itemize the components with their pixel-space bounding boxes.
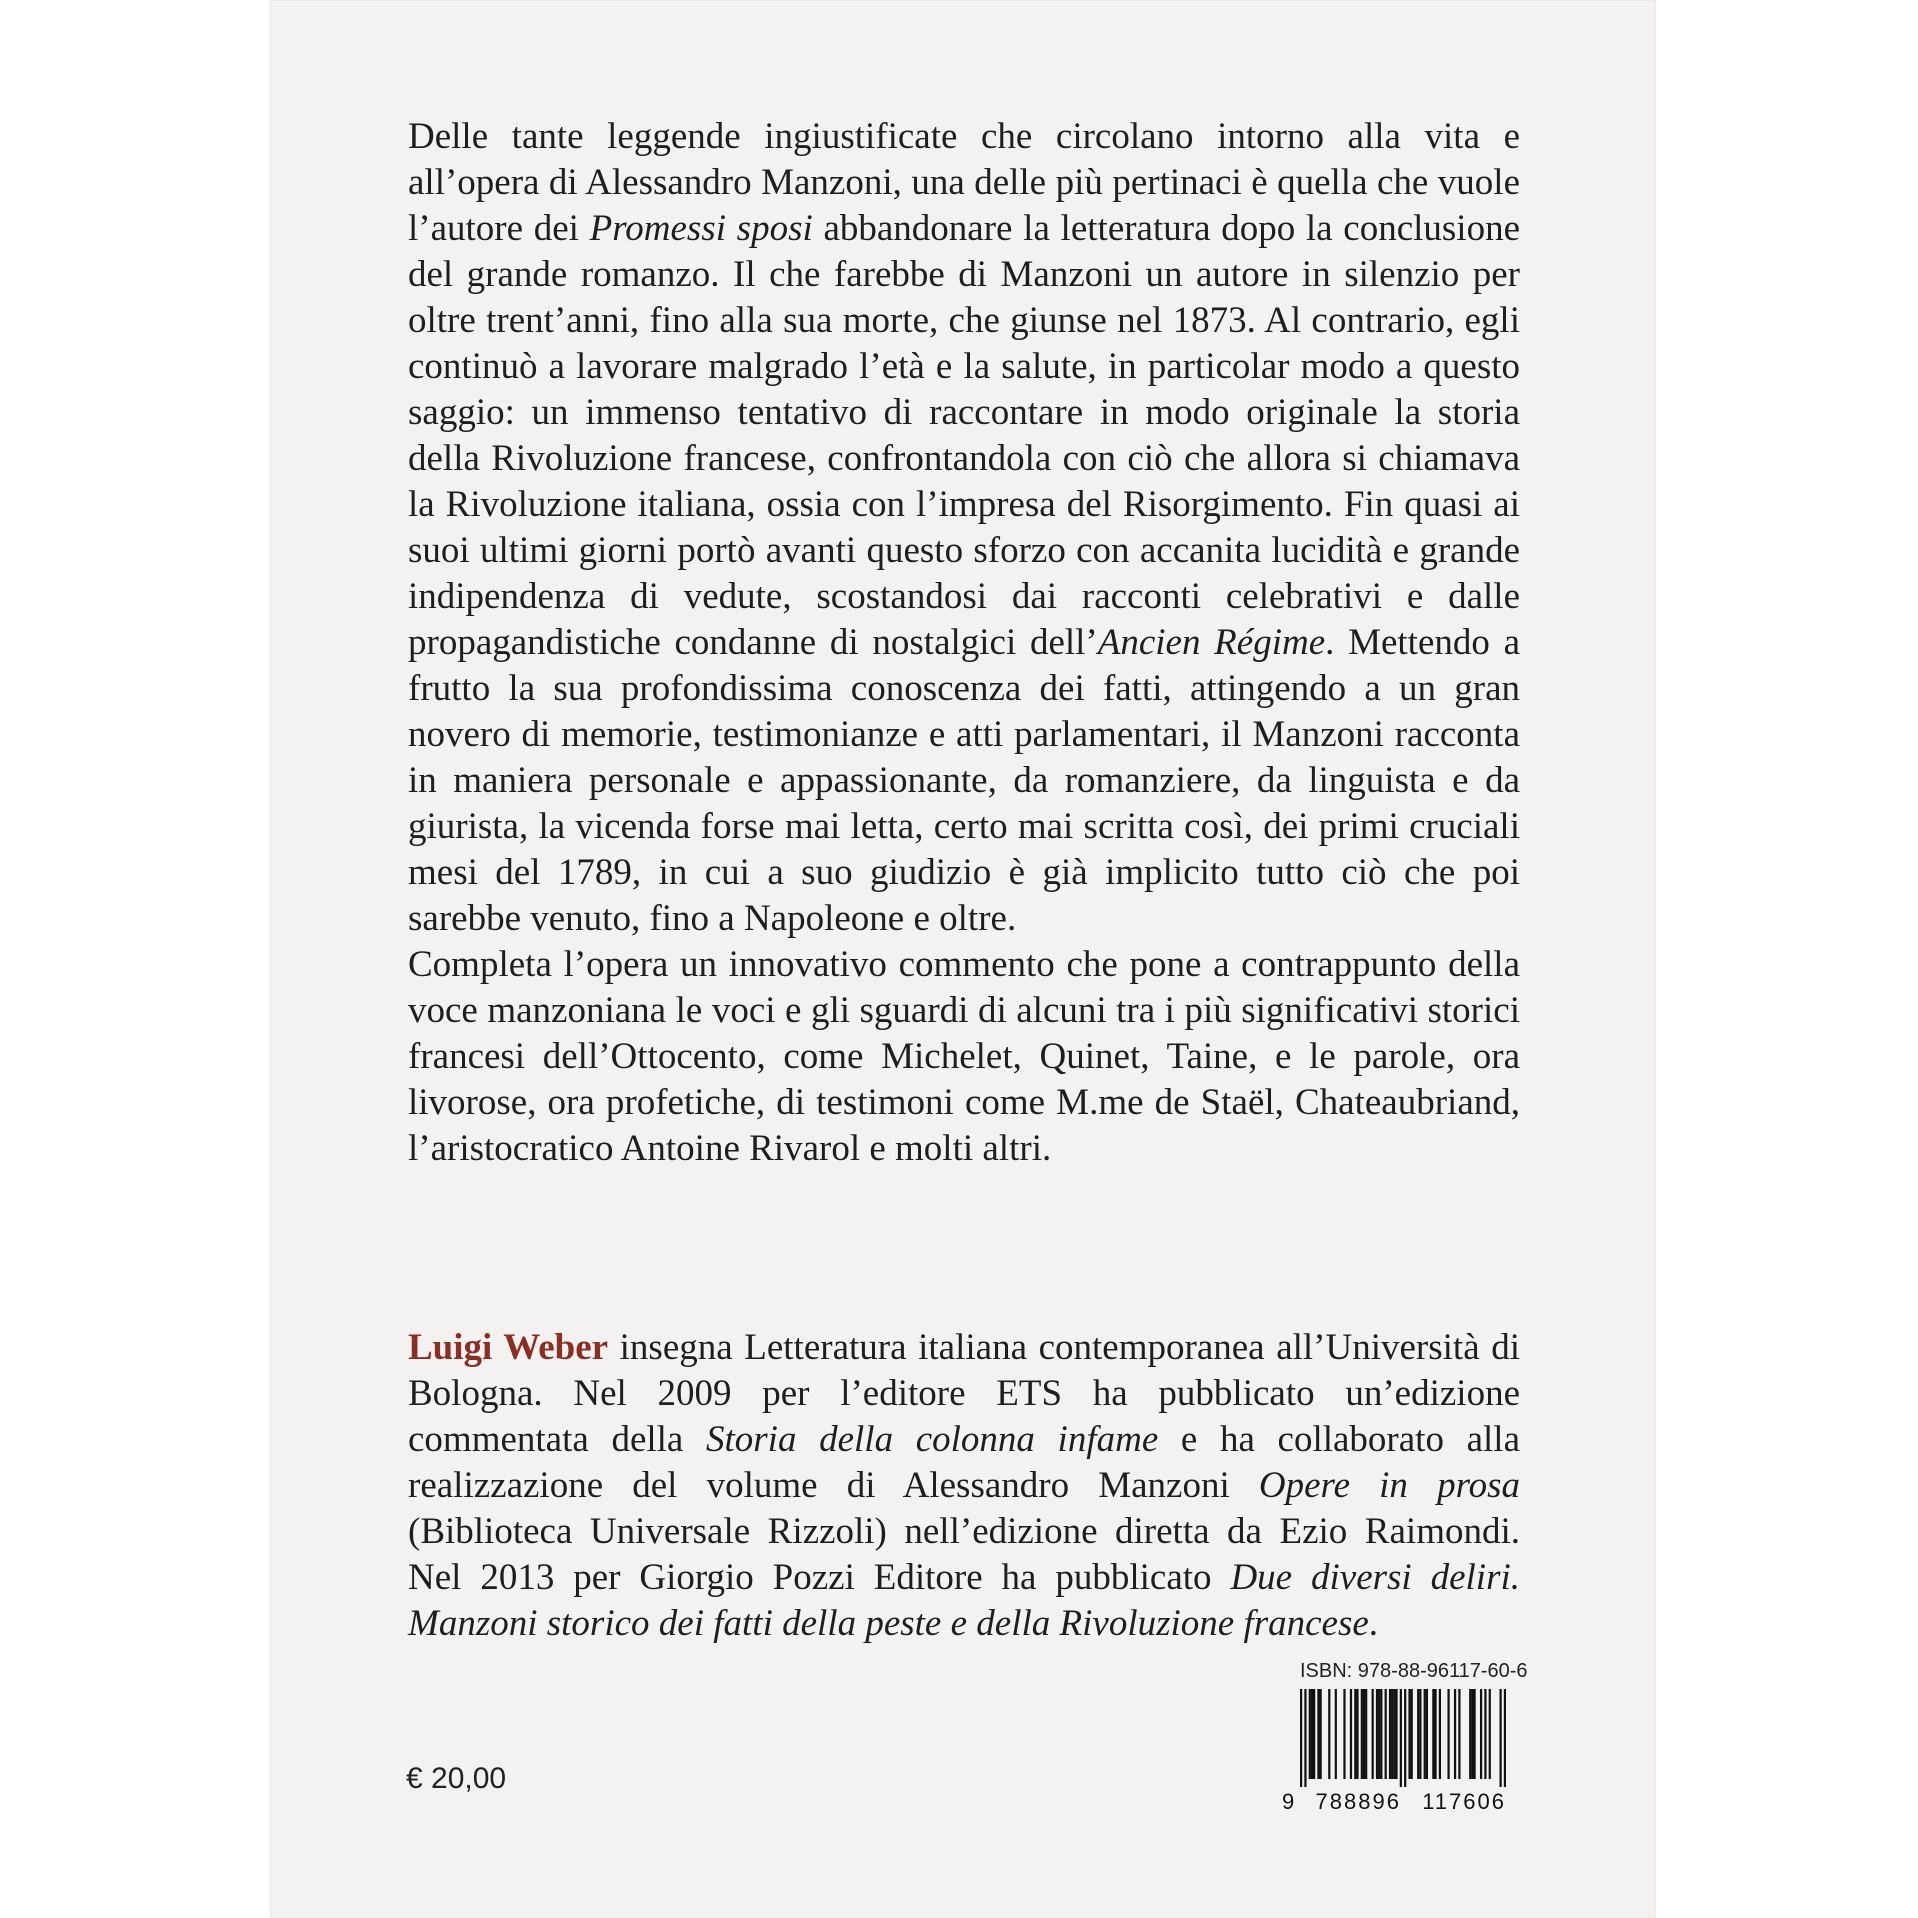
barcode-bar — [1393, 1689, 1395, 1779]
barcode-bar — [1419, 1689, 1421, 1779]
barcode-bar — [1365, 1689, 1367, 1779]
author-bio — [408, 1325, 1520, 1647]
synopsis-text: Delle tante leggende ingiustificate che circolano intorno alla vita e all’opera di Alessandro Manzoni, una delle più pertinaci è quella che vuole l’autore dei — [408, 116, 1520, 249]
bio-text: (Biblioteca Universale Rizzoli) nell’edizione diretta da Ezio Raimondi. Nel 2013 per Giorgio Pozzi Editore ha pubblicato — [408, 1511, 1520, 1598]
barcode-bar — [1499, 1689, 1501, 1787]
synopsis-text: . Mettendo a frutto la sua profondissima conoscenza dei fatti, attingendo a un gran novero di memorie, testimonianze e atti parlamentari, il Manzoni racconta in maniera personale e appassionante, da romanziere, da linguista e da giurista, la vicenda forse mai letta, certo mai scritta così, dei primi cruciali mesi del 1789, in cui a suo giudizio è già implicito tutto ciò che poi sarebbe venuto, fino a Napoleone e oltre. — [408, 622, 1520, 939]
barcode-bar — [1458, 1689, 1460, 1779]
barcode-bar — [1354, 1689, 1356, 1779]
barcode-bar — [1335, 1689, 1337, 1779]
author-name: Luigi Weber — [408, 1327, 609, 1368]
barcode-bar — [1376, 1689, 1378, 1779]
barcode-bar — [1320, 1689, 1322, 1779]
barcode-bar — [1385, 1689, 1387, 1779]
barcode-bar — [1378, 1689, 1380, 1779]
barcode-bar — [1328, 1689, 1330, 1779]
barcode-bar — [1313, 1689, 1315, 1779]
barcode-bar — [1439, 1689, 1441, 1779]
synopsis-paragraph-2: Completa l’opera un innovativo commento che pone a contrappunto della voce manzoniana le voci e gli sguardi di alcuni tra i più significativi storici francesi dell’Ottocento, come Michelet, Quinet, Taine, e le parole, ora livorose, ora profetiche, di testimoni come M.me de Staël, Chateaubriand, l’aristocratico Antoine Rivarol e molti altri. — [408, 944, 1520, 1169]
barcode-bar — [1447, 1689, 1449, 1779]
barcode-bar — [1343, 1689, 1345, 1779]
barcode-bar — [1356, 1689, 1358, 1779]
barcode-bar — [1309, 1689, 1311, 1779]
barcode-bar — [1434, 1689, 1436, 1779]
synopsis-paragraph-1 — [408, 114, 1520, 942]
barcode-bar — [1484, 1689, 1486, 1779]
barcode-digits — [1282, 1789, 1506, 1815]
barcode-bar — [1389, 1689, 1391, 1779]
price: € 20,00 — [406, 1762, 507, 1795]
barcode-bar — [1469, 1689, 1471, 1779]
barcode-bar — [1372, 1689, 1374, 1779]
barcode-bar — [1317, 1689, 1319, 1779]
barcode-bar — [1404, 1689, 1406, 1787]
barcode-bar — [1471, 1689, 1473, 1779]
bio-title-opere-in-prosa: Opere in prosa — [1258, 1465, 1520, 1506]
barcode-bar — [1304, 1689, 1306, 1787]
bio-title-due-diversi-deliri: Due diversi deliri. Manzoni storico dei fatti della peste e della Rivoluzione francese — [408, 1557, 1520, 1644]
barcode-bar — [1426, 1689, 1428, 1779]
barcode-bar — [1391, 1689, 1393, 1779]
barcode-bar — [1350, 1689, 1352, 1779]
barcode-digit-first: 9 — [1282, 1789, 1295, 1814]
barcode-bar — [1480, 1689, 1482, 1779]
barcode-bar — [1432, 1689, 1434, 1779]
synopsis-title-ancien-regime: Ancien Régime — [1097, 622, 1326, 663]
barcode-bar — [1473, 1689, 1475, 1779]
barcode-bar — [1424, 1689, 1426, 1779]
barcode-bar — [1489, 1689, 1491, 1779]
barcode-digits-right: 117606 — [1422, 1789, 1506, 1814]
synopsis-title-promessi-sposi: Promessi sposi — [589, 208, 813, 249]
barcode-bar — [1504, 1689, 1506, 1787]
barcode-bar — [1395, 1689, 1397, 1779]
barcode-bar — [1311, 1689, 1313, 1779]
bio-title-colonna-infame: Storia della colonna infame — [706, 1419, 1159, 1460]
barcode-bar — [1300, 1689, 1302, 1787]
barcode-bar — [1408, 1689, 1410, 1779]
barcode-bar — [1454, 1689, 1456, 1779]
barcode-bar — [1411, 1689, 1413, 1779]
barcode-digits-left: 788896 — [1315, 1789, 1401, 1814]
bio-text: . — [1368, 1603, 1379, 1644]
barcode-bar — [1380, 1689, 1382, 1779]
barcode-bar — [1400, 1689, 1402, 1787]
barcode-bar — [1361, 1689, 1363, 1779]
barcode-bar — [1417, 1689, 1419, 1779]
synopsis-text: abbandonare la letteratura dopo la conclusione del grande romanzo. Il che farebbe di Manzoni un autore in silenzio per oltre trent’anni, fino alla sua morte, che giunse nel 1873. Al contrario, egli continuò a lavorare malgrado l’età e la salute, in particolar modo a questo saggio: un immenso tentativo di raccontare in modo originale la storia della Rivoluzione francese, confrontandola con ciò che allora si chiamava la Rivoluzione italiana, ossia con l’impresa del Risorgimento. Fin quasi ai suoi ultimi giorni portò avanti questo sforzo con accanita lucidità e grande indipendenza di vedute, scostandosi dai racconti celebrativi e dalle propagandistiche condanne di nostalgici dell’ — [408, 208, 1521, 663]
barcode-bar — [1363, 1689, 1365, 1779]
synopsis — [408, 114, 1520, 1172]
bio-text: e ha collaborato alla realizzazione del volume di Alessandro Manzoni — [408, 1419, 1520, 1506]
bio-text: insegna Letteratura italiana contemporanea all’Università di Bologna. Nel 2009 per l’editore ETS ha pubblicato un’edizione commentata della — [408, 1327, 1520, 1460]
barcode — [1300, 1689, 1506, 1787]
isbn-label: ISBN: 978-88-96117-60-6 — [1300, 1660, 1528, 1682]
author-bio-paragraph — [408, 1325, 1520, 1647]
